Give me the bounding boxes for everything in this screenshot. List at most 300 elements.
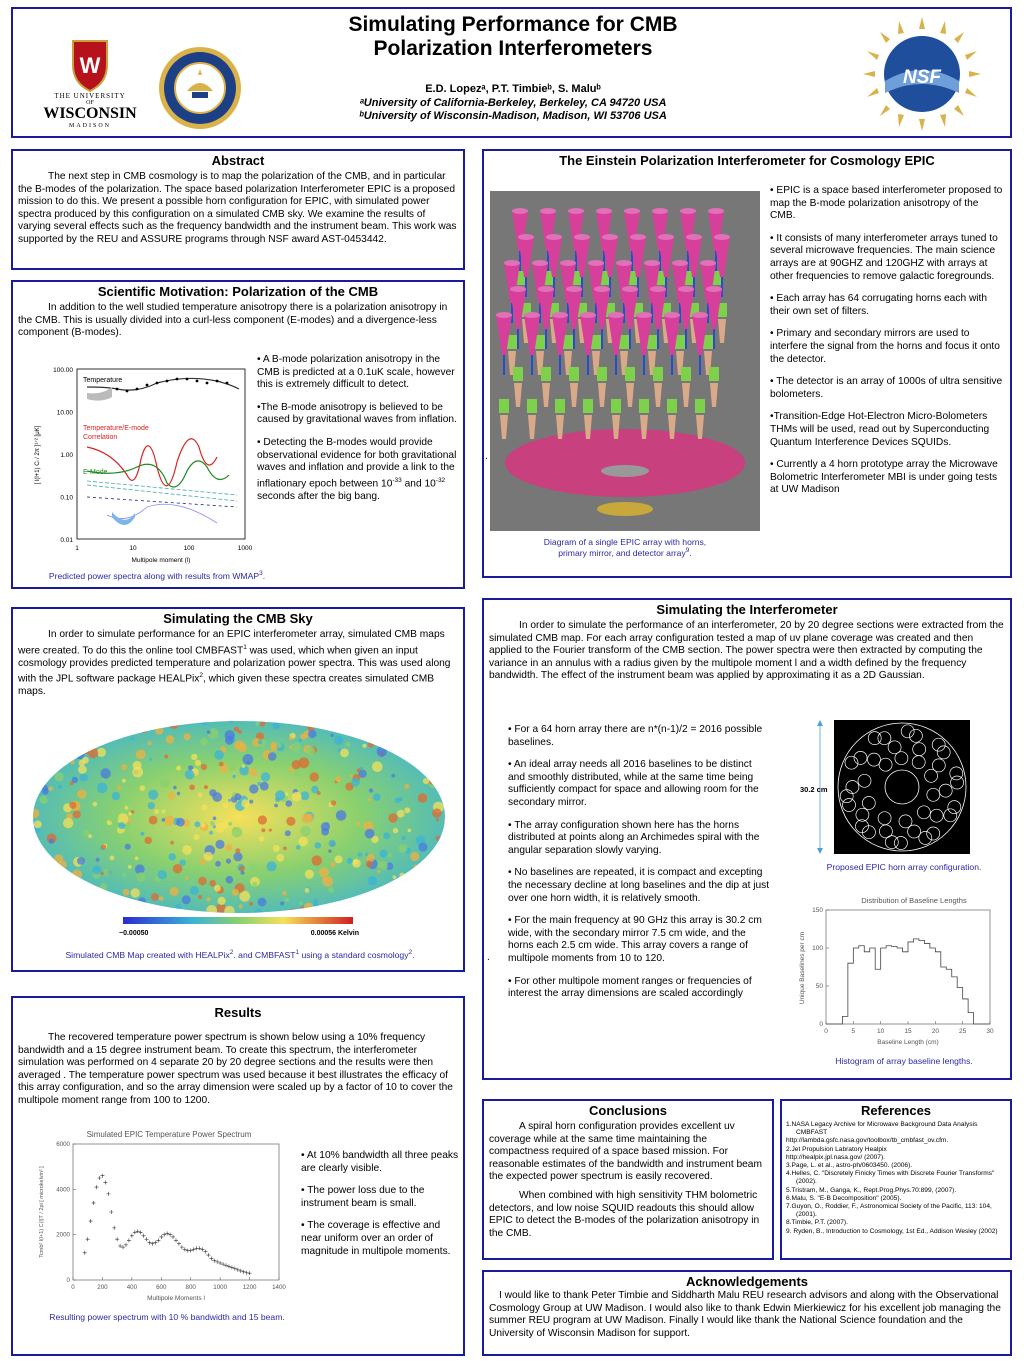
cmb-fluctuation [200,858,206,864]
cmb-fluctuation [276,854,284,862]
cmb-fluctuation [429,779,434,784]
cmb-fluctuation [364,902,374,912]
references-title: References [860,1103,932,1118]
cmb-fluctuation [60,756,69,765]
horn-mouth-icon [540,208,556,214]
waveguide-icon [531,355,533,375]
cmb-fluctuation [387,853,392,858]
cmb-fluctuation [190,886,199,895]
cmb-fluctuation [100,898,109,907]
cmb-fluctuation [134,901,138,905]
spectra-ytick-label: 0.10 [60,494,73,502]
cmb-fluctuation [260,721,266,727]
cmb-fluctuation [378,910,381,913]
epic-bullet-2: • It consists of many interferometer arrays tuned to several microwave frequencies. The main science arrays are at 90GHZ and 120GHZ with arrays at other frequencies to remove galactic foregrounds. [770,232,998,282]
epic-caption: Diagram of a single EPIC array with horns, primary mirror, and detector array$^9$. [543,537,707,558]
cmb-fluctuation [71,753,77,759]
cmb-fluctuation [306,746,316,756]
hist-step-line [826,939,990,1024]
cmb-fluctuation [336,810,347,821]
uw-logo-line1: THE UNIVERSITY [54,92,126,100]
cmb-fluctuation [148,802,155,809]
cmb-fluctuation [238,730,242,734]
cmb-fluctuation [70,880,79,889]
cmb-fluctuation [206,905,217,916]
cmb-fluctuation [304,719,307,722]
cmb-fluctuation [30,783,38,791]
epic-bullet-4: • Primary and secondary mirrors are used to interfere the signal from the horns and focus it onto the detector. [770,328,1000,365]
motivation-bullet-1: • A B-mode polarization anisotropy in the CMB is predicted at a 0.1uK scale, however this is extremely difficult to detect. [257,354,455,391]
cmb-fluctuation [358,853,363,858]
epic-bullet-1: • EPIC is a space based interferometer proposed to map the B-mode polarization anisotropy of the CMB. [770,185,1003,222]
cmb-fluctuation [135,857,139,861]
cmb-fluctuation [300,733,307,740]
cmb-fluctuation [242,765,245,768]
horn-mouth-icon [700,260,716,266]
cmb-fluctuation [46,859,50,863]
cmb-fluctuation [429,870,437,878]
cmb-fluctuation [137,904,144,911]
cmb-fluctuation [140,785,146,791]
horn-mouth-icon [636,312,652,318]
results-data-point [115,1237,119,1241]
cmb-fluctuation [441,782,444,785]
cmb-fluctuation [362,720,369,727]
cmb-fluctuation [413,874,417,878]
cmb-fluctuation [418,793,428,803]
cmb-fluctuation [233,852,242,861]
cmb-fluctuation [27,765,31,769]
cmb-fluctuation [119,834,123,838]
poster-title-line2: Polarization Interferometers [373,37,653,60]
results-bullet-1: • At 10% bandwidth all three peaks are clearly visible. [301,1150,459,1174]
cmb-fluctuation [436,818,439,821]
waveguide-icon [699,355,701,375]
results-data-point [112,1226,116,1230]
horn-mouth-icon [518,234,534,240]
cmb-fluctuation [402,836,406,840]
horn-mouth-icon [664,312,680,318]
cmb-fluctuation [201,764,207,770]
cmb-fluctuation [101,845,106,850]
cmb-fluctuation [213,825,216,828]
cmb-fluctuation [177,792,180,795]
cmb-fluctuation [227,869,233,875]
horn-array-caption: Proposed EPIC horn array configuration. [826,862,982,872]
cmb-fluctuation [391,774,395,778]
cmb-fluctuation [124,902,129,907]
results-data-point [95,1185,99,1189]
sky-panel [11,607,465,972]
cmb-fluctuation [158,870,167,879]
waveguide-icon [615,355,617,375]
results-title: Results [214,1005,262,1020]
cmb-fluctuation [313,902,318,907]
cmb-fluctuation [46,756,50,760]
cmb-fluctuation [131,888,140,897]
cmb-fluctuation [88,748,98,758]
waveguide-icon [587,355,589,375]
cmb-fluctuation [334,736,343,745]
hist-xtick-label: 0 [824,1028,828,1035]
cmb-fluctuation [451,759,455,765]
motivation-panel [11,280,465,589]
hist-title: Distribution of Baseline Lengths [861,896,967,905]
cmb-fluctuation [259,836,265,842]
cmb-fluctuation [92,865,101,874]
cmb-fluctuation [49,727,55,733]
cmb-fluctuation [232,889,239,896]
cmb-fluctuation [225,844,232,851]
cmb-fluctuation [435,736,442,743]
cmb-fluctuation [170,841,174,845]
cmb-fluctuation [226,876,234,884]
filter-icon [611,399,621,413]
cmb-fluctuation [435,870,445,880]
cmb-fluctuation [198,877,207,886]
cmb-map [23,719,455,941]
cmb-fluctuation [76,719,85,726]
spectra-label-temperature: Temperature [83,377,123,384]
cmb-fluctuation [312,855,322,865]
cmb-fluctuation [308,730,316,738]
cmb-fluctuation [402,724,410,732]
cmb-fluctuation [241,799,249,807]
horn-mouth-icon [624,208,640,214]
cmb-fluctuation [182,895,191,904]
waveguide-icon [581,277,583,297]
cmb-fluctuation [328,887,334,893]
cmb-fluctuation [386,889,395,898]
spectra-ytick-label: 0.01 [60,537,73,544]
hist-ytick-label: 100 [812,945,823,952]
waveguide-icon [517,329,519,349]
cmb-fluctuation [361,719,370,727]
results-panel [11,996,465,1356]
waveguide-icon [713,329,715,349]
cmb-fluctuation [201,823,206,828]
cmb-fluctuation [444,779,454,789]
cmb-fluctuation [127,798,132,803]
cmb-fluctuation [108,812,119,823]
cmb-fluctuation [101,872,104,875]
cmb-fluctuation [261,828,265,832]
cmb-fluctuation [34,821,42,829]
cmb-fluctuation [30,809,40,819]
results-data-point [180,1245,184,1249]
cmb-fluctuation [444,860,454,870]
hist-xtick-label: 15 [904,1028,912,1035]
cmb-fluctuation [329,840,336,847]
horn-mouth-icon [678,286,694,292]
cmb-fluctuation [398,844,407,853]
results-data-point [130,1234,134,1238]
cmb-fluctuation [26,871,31,876]
results-ytick-label: 6000 [56,1141,70,1148]
affiliation-b: ᵇUniversity of Wisconsin-Madison, Madison, WI 53706 USA [359,110,667,122]
epic-bullet-7: • Currently a 4 horn prototype array the Microwave Bolometric Interferometer MBI is under going tests at UW Madison [770,459,998,496]
baseline-histogram-chart [794,894,994,1054]
cmb-fluctuation [198,793,202,797]
results-data-point [109,1210,113,1214]
interferometer-panel [482,598,1012,1080]
cmb-fluctuation [52,760,56,764]
results-xtick-label: 600 [156,1284,167,1291]
cmb-fluctuation [97,783,108,794]
results-xtick-label: 400 [126,1284,138,1291]
cmb-fluctuation [72,869,82,879]
cmb-fluctuation [356,822,360,826]
spectra-xtick-label: 1000 [237,545,253,552]
cmb-fluctuation [448,899,455,906]
horn-mouth-icon [510,286,526,292]
cmb-fluctuation [94,725,98,729]
references-panel [780,1099,1012,1260]
uc-seal-icon [157,45,243,131]
spectra-ytick-label: 1.00 [60,452,73,459]
cmb-fluctuation [210,821,214,825]
cmb-fluctuation [275,790,285,800]
cmb-fluctuation [299,901,303,905]
cmb-fluctuation [280,719,284,721]
conclusions-title: Conclusions [588,1103,667,1118]
cmb-fluctuation [243,754,254,765]
cmb-fluctuation [377,908,386,917]
cmb-fluctuation [176,766,181,771]
spectra-xtick-label: 10 [129,545,137,552]
results-data-point [206,1253,210,1257]
horn-mouth-icon [630,234,646,240]
wmap-data-point [216,380,219,383]
abstract-panel [11,149,465,270]
cmb-fluctuation [310,772,319,781]
cmb-fluctuation [213,817,217,821]
horn-base-icon [514,383,522,407]
horn-base-icon [500,415,508,439]
cmb-fluctuation [255,909,263,917]
cmb-fluctuation [226,859,231,864]
hist-xtick-label: 25 [959,1028,967,1035]
cmb-fluctuation [435,854,440,859]
cmb-fluctuation [94,724,105,735]
cmb-fluctuation [201,741,206,746]
filter-icon [667,399,677,413]
cmb-fluctuation [416,722,422,728]
cmb-fluctuation [64,905,73,914]
results-data-point [142,1234,146,1238]
horn-mouth-icon [706,286,722,292]
motivation-title: Scientific Motivation: Polarization of the CMB [97,284,379,299]
cmb-fluctuation [298,837,308,847]
cmb-fluctuation [447,719,452,723]
cmb-fluctuation [149,816,158,825]
results-caption: Resulting power spectrum with 10 % bandwidth and 15 beam. [49,1312,285,1322]
wmap-data-point [206,382,209,385]
horn-mouth-icon [652,208,668,214]
cmb-fluctuation [23,862,31,873]
epic-dot: . [485,451,488,462]
results-data-point [103,1181,107,1185]
waveguide-icon [671,355,673,375]
cmb-fluctuation [149,913,152,916]
wmap-data-point [116,388,119,391]
cmb-fluctuation [96,858,100,862]
cmb-fluctuation [241,871,245,875]
cmb-fluctuation [204,785,208,789]
nsf-logo-text: NSF [903,67,941,88]
cmb-fluctuation [235,848,240,853]
hist-xtick-label: 10 [877,1028,885,1035]
cmb-fluctuation [36,722,46,732]
cmb-fluctuation [376,894,380,898]
cmb-fluctuation [59,903,69,913]
cmb-fluctuation [35,752,45,762]
motivation-bullet-2: •The B-mode anisotropy is believed to be caused by gravitational waves from inflation. [257,401,457,426]
cmb-fluctuation [185,876,188,879]
cmb-fluctuation [128,812,132,816]
wmap-data-point [146,384,149,387]
cmb-fluctuation [368,798,372,802]
interferometer-title: Simulating the Interferometer [656,602,838,617]
cmb-fluctuation [151,893,159,901]
cmb-fluctuation [351,778,360,787]
results-chart-ylabel: Tcmb² l(l+1) C(l)T / 2pi [ microkelvin² ] [39,1166,45,1258]
horn-mouth-icon [714,234,730,240]
cmb-fluctuation [389,724,392,727]
epic-bullet-3: • Each array has 64 corrugating horns each with their own set of filters. [770,293,988,317]
cmb-fluctuation [380,861,388,869]
cmb-fluctuation [182,845,192,855]
cmb-fluctuation [56,745,60,749]
cmb-fluctuation [23,828,30,837]
cmb-fluctuation [212,792,222,802]
cmb-fluctuation [239,866,244,871]
spectra-xlabel: Multipole moment (l) [131,557,191,564]
cmb-fluctuation [193,834,199,840]
cmb-fluctuation [195,760,201,766]
hist-ylabel: Unique Baselines per cm [799,931,806,1005]
cmb-fluctuation [104,869,111,876]
cmb-fluctuation [289,737,293,741]
cmb-fluctuation [86,898,89,901]
abstract-text: The next step in CMB cosmology is to map the polarization of the CMB, and in particular the B-modes of the polarization. The space based polarization Interferometer EPIC is a proposed mission to do this. We present a possible horn configuration for EPIC, with simulated power spectra produced by this configuration on a simulated CMB sky. We examine the results of varying several effects such as the frequency bandwidth and the instrument beam. This work was supported by the REU and ASSURE programs through NSF award AST-0453442. [18,171,457,245]
cmb-fluctuation [440,885,443,888]
cmb-fluctuation [29,784,33,788]
horn-base-icon [570,383,578,407]
cmb-fluctuation [435,883,439,887]
cmb-fluctuation [136,750,146,760]
waveguide-icon [693,277,695,297]
cmb-fluctuation [100,883,107,890]
cmb-fluctuation [442,787,451,796]
cmb-fluctuation [55,890,59,894]
cmb-fluctuation [137,901,146,910]
cmb-fluctuation [282,891,287,896]
cmb-fluctuation [404,784,409,789]
cmb-fluctuation [87,719,96,727]
results-xtick-label: 0 [71,1284,75,1291]
wmap-data-point [176,378,179,381]
cmb-fluctuation [162,818,166,822]
reference-item: http://healpix.jpl.nasa.gov/ (2007). [786,1153,885,1161]
interferometer-bullet-5: • For the main frequency at 90 GHz this array is 30.2 cm wide, with the secondary mirror 7.5 cm wide, and the horns each 2.5 cm wide. This array covers a range of multipole moments from 10 to 120. [508,915,762,964]
cmb-fluctuation [201,804,207,810]
cmb-fluctuation [335,855,343,863]
cmb-fluctuation [252,882,257,887]
cmb-fluctuation [54,738,58,742]
cmb-fluctuation [36,848,47,859]
cmb-fluctuation [431,719,437,722]
cmb-fluctuation [148,790,158,800]
hist-ytick-label: 150 [812,907,823,914]
cmb-fluctuation [169,853,176,860]
cmb-fluctuation [232,775,236,779]
reference-item: 1.NASA Legacy Archive for Microwave Background Data Analysis CMBFAST [786,1121,978,1137]
cmb-fluctuation [88,895,99,906]
cmb-fluctuation [419,883,428,892]
cmb-fluctuation [57,729,67,739]
cmb-fluctuation [54,772,63,781]
cmb-fluctuation [321,822,330,831]
cmb-fluctuation [300,826,310,836]
results-xtick-label: 1400 [272,1284,286,1291]
results-ytick-label: 4000 [56,1186,70,1194]
cmb-fluctuation [25,889,32,896]
histogram-caption: Histogram of array baseline lengths. [835,1056,973,1066]
horn-mouth-icon [680,208,696,214]
epic-bullets [770,185,1006,507]
cmb-fluctuation [285,898,289,902]
cmb-fluctuation [214,885,221,892]
cmb-fluctuation [441,773,445,777]
cmb-fluctuation [305,870,314,879]
results-data-point [177,1242,181,1246]
cmb-fluctuation [399,797,403,801]
cmb-fluctuation [23,907,29,915]
cmb-fluctuation [261,772,270,781]
horn-array-width-label: 30.2 cm [800,785,828,794]
cmb-fluctuation [307,719,314,723]
horn-mouth-icon [524,312,540,318]
cmb-fluctuation [31,893,41,903]
cmb-fluctuation [106,899,114,907]
cmb-fluctuation [408,829,412,833]
cmb-fluctuation [268,752,277,761]
results-data-point [159,1235,163,1239]
filter-icon [625,367,635,381]
cmb-fluctuation [280,901,284,905]
results-data-point [100,1174,104,1178]
conclusions-p2: When combined with high sensitivity THM bolometric detectors, and low noise SQUID readouts this should allow EPIC to detect the B-modes of the polarization anisotropy in the CMB. [489,1189,760,1239]
horn-mouth-icon [580,312,596,318]
cmb-fluctuation [139,724,148,733]
horn-base-icon [710,383,718,407]
cmb-fluctuation [439,892,444,897]
epic-title: The Einstein Polarization Interferometer for Cosmology EPIC [559,153,935,168]
cmb-fluctuation [353,859,358,864]
cmb-fluctuation [173,786,177,790]
spectra-ytick-label: 100.00 [53,367,73,374]
cmb-fluctuation [350,774,353,777]
results-data-point [97,1176,101,1180]
filter-icon [681,367,691,381]
cmb-fluctuation [69,802,76,809]
cmb-fluctuation [368,742,374,748]
cmb-fluctuation [323,877,327,881]
cmb-fluctuation [23,815,28,820]
cmb-fluctuation [372,761,383,772]
cmb-fluctuation [438,731,448,741]
